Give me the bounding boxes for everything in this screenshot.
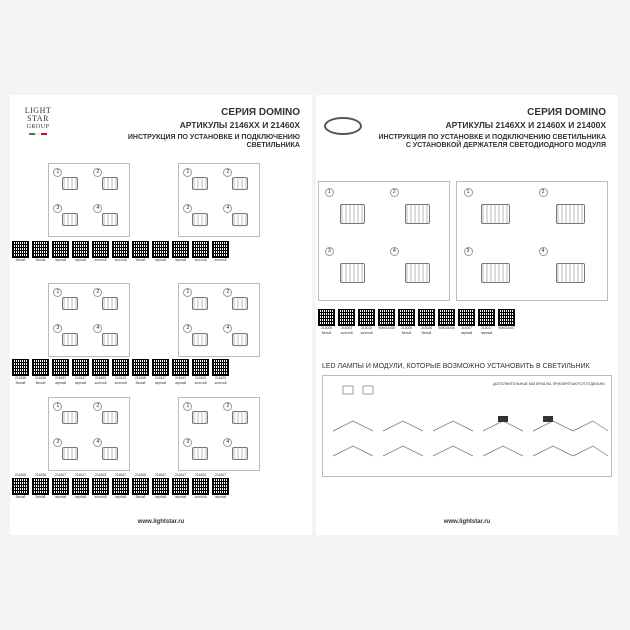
qr-code-icon	[132, 241, 149, 258]
qr-caption: черный	[74, 258, 87, 262]
led-modules-diagram	[323, 376, 611, 476]
led-module-icon	[498, 416, 508, 422]
qr-code: 214607	[154, 473, 166, 477]
qr-code: 214647	[174, 473, 186, 477]
qr-item	[32, 473, 49, 499]
qr-caption: черный	[460, 330, 473, 335]
qr-caption: белый	[135, 380, 146, 385]
qr-caption: золотой	[114, 380, 127, 385]
qr-code: 214623	[214, 376, 226, 380]
right-header	[376, 107, 606, 150]
qr-item	[112, 359, 129, 385]
qr-code: 214627	[154, 376, 166, 380]
qr-item	[132, 241, 149, 263]
logo-line: STAR	[27, 114, 49, 123]
qr-item	[172, 359, 189, 385]
qr-caption: золотой	[214, 380, 227, 385]
qr-code: 214603	[94, 473, 106, 477]
qr-caption: черный	[154, 258, 167, 262]
qr-code: 214637	[74, 376, 86, 380]
qr-code-icon	[92, 478, 109, 495]
qr-item	[92, 473, 109, 499]
qr-row	[12, 241, 229, 263]
led-module-icon	[543, 416, 553, 422]
qr-item	[418, 309, 435, 335]
qr-code-icon	[398, 309, 415, 326]
qr-caption: золотой	[360, 330, 373, 335]
qr-code-icon	[12, 359, 29, 376]
qr-code-icon	[498, 309, 515, 326]
instruction-panel: 1 2 3 4	[178, 283, 260, 357]
qr-code: 214617	[74, 473, 86, 477]
qr-item	[338, 309, 355, 335]
qr-code-icon	[192, 359, 209, 376]
qr-caption: черный	[174, 380, 187, 385]
instruction-panel: 1 2 3 4	[48, 397, 130, 471]
holder-diagram	[533, 421, 573, 431]
qr-caption: белый	[421, 330, 432, 335]
series-title: СЕРИЯ DOMINO	[527, 107, 606, 118]
qr-caption: белый	[135, 494, 146, 499]
qr-code-icon	[32, 478, 49, 495]
holder-diagram	[483, 446, 523, 456]
qr-code: 214013	[360, 326, 372, 330]
left-page	[10, 95, 312, 535]
qr-item	[438, 309, 455, 335]
website-link[interactable]: www.lightstar.ru	[137, 519, 185, 525]
qr-code-icon	[152, 478, 169, 495]
qr-code-icon	[52, 241, 69, 258]
qr-item	[192, 473, 209, 499]
series-title: СЕРИЯ DOMINO	[221, 107, 300, 118]
instruction-panel: 1 2 3 4	[48, 163, 130, 237]
qr-caption: черный	[214, 494, 227, 499]
led-holder-ring-icon	[324, 117, 362, 135]
led-section-title: LED ЛАМПЫ И МОДУЛИ, КОТОРЫЕ ВОЗМОЖНО УСТАНОВИТЬ В СВЕТИЛЬНИК	[322, 363, 590, 370]
holder-diagram	[383, 446, 423, 456]
qr-code-icon	[12, 241, 29, 258]
qr-code-icon	[92, 359, 109, 376]
articles-line: АРТИКУЛЫ 2146XX И 21460X	[179, 120, 300, 130]
qr-code: 214026	[420, 326, 432, 330]
qr-code-icon	[192, 241, 209, 258]
qr-code-icon	[458, 309, 475, 326]
qr-item	[458, 309, 475, 335]
qr-item	[12, 359, 29, 385]
qr-caption: черный	[54, 494, 67, 499]
qr-item	[132, 473, 149, 499]
qr-code: 214607	[54, 473, 66, 477]
qr-code-icon	[112, 478, 129, 495]
website-link[interactable]: www.lightstar.ru	[443, 519, 491, 525]
qr-code: 214636	[14, 376, 26, 380]
articles-line: АРТИКУЛЫ 2146XX И 21460X И 21400X	[445, 120, 606, 130]
qr-code-icon	[72, 478, 89, 495]
qr-item	[152, 241, 169, 263]
qr-code: 214003	[340, 326, 352, 330]
instruction-panel: 1 2 3 4	[48, 283, 130, 357]
italian-flag-icon	[18, 133, 58, 135]
qr-item	[72, 359, 89, 385]
qr-caption: черный	[74, 494, 87, 499]
qr-code-icon	[358, 309, 375, 326]
qr-code-icon	[72, 241, 89, 258]
qr-code: 214606	[134, 473, 146, 477]
qr-code: 908014406	[378, 326, 395, 330]
qr-code: 214017	[480, 326, 492, 330]
qr-code: 214636	[34, 473, 46, 477]
qr-code-icon	[52, 359, 69, 376]
qr-code-icon	[132, 478, 149, 495]
qr-caption: черный	[54, 258, 67, 262]
qr-caption: золотой	[340, 330, 353, 335]
qr-item	[132, 359, 149, 385]
qr-caption: черный	[74, 380, 87, 385]
qr-item	[12, 473, 29, 499]
qr-item	[192, 359, 209, 385]
left-header	[120, 107, 300, 150]
qr-code-icon	[172, 359, 189, 376]
qr-caption: белый	[15, 380, 26, 385]
holder-diagram	[573, 421, 608, 431]
qr-caption: черный	[174, 494, 187, 499]
qr-code-icon	[152, 241, 169, 258]
qr-code: 214606	[134, 376, 146, 380]
qr-code-icon	[132, 359, 149, 376]
qr-code: 214607	[114, 473, 126, 477]
instruction-panel: 1 2 3 4	[456, 181, 608, 301]
qr-caption: черный	[154, 380, 167, 385]
qr-caption: черный	[54, 380, 67, 385]
qr-code: 214637	[54, 376, 66, 380]
qr-code-icon	[12, 478, 29, 495]
qr-caption: золотой	[194, 494, 207, 499]
qr-caption: золотой	[214, 258, 227, 262]
qr-item	[72, 473, 89, 499]
holder-diagram	[433, 421, 473, 431]
logo-line: LIGHT	[24, 106, 52, 115]
qr-item	[478, 309, 495, 335]
qr-code-icon	[418, 309, 435, 326]
qr-code: 214613	[114, 376, 126, 380]
instruction-title: ИНСТРУКЦИЯ ПО УСТАНОВКЕ И ПОДКЛЮЧЕНИЮ СВЕТИЛЬНИКА	[127, 134, 300, 149]
qr-item	[498, 309, 515, 335]
qr-caption: золотой	[94, 494, 107, 499]
qr-code-icon	[152, 359, 169, 376]
qr-caption: белый	[15, 258, 26, 262]
qr-caption: белый	[15, 494, 26, 499]
qr-code-icon	[32, 241, 49, 258]
holder-diagram	[333, 421, 373, 431]
instruction-panel: 1 2 3 4	[178, 163, 260, 237]
qr-code: 214006	[320, 326, 332, 330]
led-note: ДОПОЛНИТЕЛЬНЫЕ МАТЕРИАЛЫ, ПРИОБРЕТАЮТСЯ ОТДЕЛЬНО	[493, 382, 605, 386]
holder-diagram	[433, 446, 473, 456]
qr-code-icon	[478, 309, 495, 326]
qr-item	[212, 359, 229, 385]
qr-item	[12, 241, 29, 263]
qr-caption: золотой	[114, 258, 127, 262]
qr-caption: белый	[401, 330, 412, 335]
qr-row	[318, 309, 515, 335]
holder-diagram	[533, 446, 573, 456]
qr-row	[12, 473, 229, 499]
qr-code: 214607	[214, 473, 226, 477]
qr-code-icon	[192, 478, 209, 495]
qr-caption: золотой	[194, 258, 207, 262]
qr-code-icon	[112, 241, 129, 258]
qr-item	[172, 241, 189, 263]
qr-item	[398, 309, 415, 335]
qr-code: 214636	[34, 376, 46, 380]
qr-item	[318, 309, 335, 335]
qr-code: 214603	[194, 376, 206, 380]
qr-code-icon	[92, 241, 109, 258]
qr-caption: золотой	[94, 380, 107, 385]
qr-code-icon	[318, 309, 335, 326]
qr-caption: белый	[35, 380, 46, 385]
qr-item	[212, 473, 229, 499]
lightstar-logo	[18, 107, 58, 135]
qr-item	[52, 241, 69, 263]
qr-item	[152, 359, 169, 385]
qr-code-icon	[212, 478, 229, 495]
qr-caption: белый	[321, 330, 332, 335]
qr-code-icon	[438, 309, 455, 326]
qr-caption: белый	[135, 258, 146, 262]
module-icon	[343, 386, 353, 394]
qr-item	[172, 473, 189, 499]
qr-caption: черный	[174, 258, 187, 262]
qr-code-icon	[172, 241, 189, 258]
qr-item	[212, 241, 229, 263]
holder-diagram	[383, 421, 423, 431]
qr-item	[72, 241, 89, 263]
instruction-panel: 1 2 3 4	[318, 181, 450, 301]
qr-caption: золотой	[94, 258, 107, 262]
qr-code-icon	[172, 478, 189, 495]
qr-code: 908024407	[498, 326, 515, 330]
qr-caption: золотой	[194, 380, 207, 385]
instruction-panel: 1 2 3 4	[178, 397, 260, 471]
led-modules-panel	[322, 375, 612, 477]
instruction-title: ИНСТРУКЦИЯ ПО УСТАНОВКЕ И ПОДКЛЮЧЕНИЮ СВЕТИЛЬНИКА С УСТАНОВКОЙ ДЕРЖАТЕЛЯ СВЕТОДИОДНОГО МОДУЛЯ	[378, 134, 606, 149]
holder-diagram	[483, 421, 523, 431]
qr-item	[358, 309, 375, 335]
qr-code: 214647	[174, 376, 186, 380]
holder-diagram	[573, 446, 608, 456]
qr-caption: белый	[35, 494, 46, 499]
qr-row	[12, 359, 229, 385]
qr-caption: черный	[154, 494, 167, 499]
qr-item	[92, 359, 109, 385]
qr-item	[52, 359, 69, 385]
qr-item	[112, 473, 129, 499]
qr-code-icon	[112, 359, 129, 376]
qr-caption: черный	[114, 494, 127, 499]
qr-code: 214603	[94, 376, 106, 380]
qr-item	[152, 473, 169, 499]
qr-item	[92, 241, 109, 263]
qr-item	[378, 309, 395, 335]
qr-code: 908024406	[438, 326, 455, 330]
qr-code: 214603	[194, 473, 206, 477]
right-page	[316, 95, 618, 535]
qr-code-icon	[212, 359, 229, 376]
qr-code-icon	[52, 478, 69, 495]
qr-item	[32, 359, 49, 385]
holder-diagram	[333, 446, 373, 456]
qr-item	[32, 241, 49, 263]
qr-item	[112, 241, 129, 263]
logo-line: GROUP	[26, 124, 50, 130]
qr-code: 214007	[460, 326, 472, 330]
qr-code: 214006	[400, 326, 412, 330]
qr-item	[52, 473, 69, 499]
qr-code-icon	[212, 241, 229, 258]
qr-code: 214606	[14, 473, 26, 477]
qr-code-icon	[378, 309, 395, 326]
qr-code-icon	[338, 309, 355, 326]
qr-caption: черный	[480, 330, 493, 335]
qr-caption: белый	[35, 258, 46, 262]
qr-code-icon	[72, 359, 89, 376]
module-icon	[363, 386, 373, 394]
qr-item	[192, 241, 209, 263]
qr-code-icon	[32, 359, 49, 376]
